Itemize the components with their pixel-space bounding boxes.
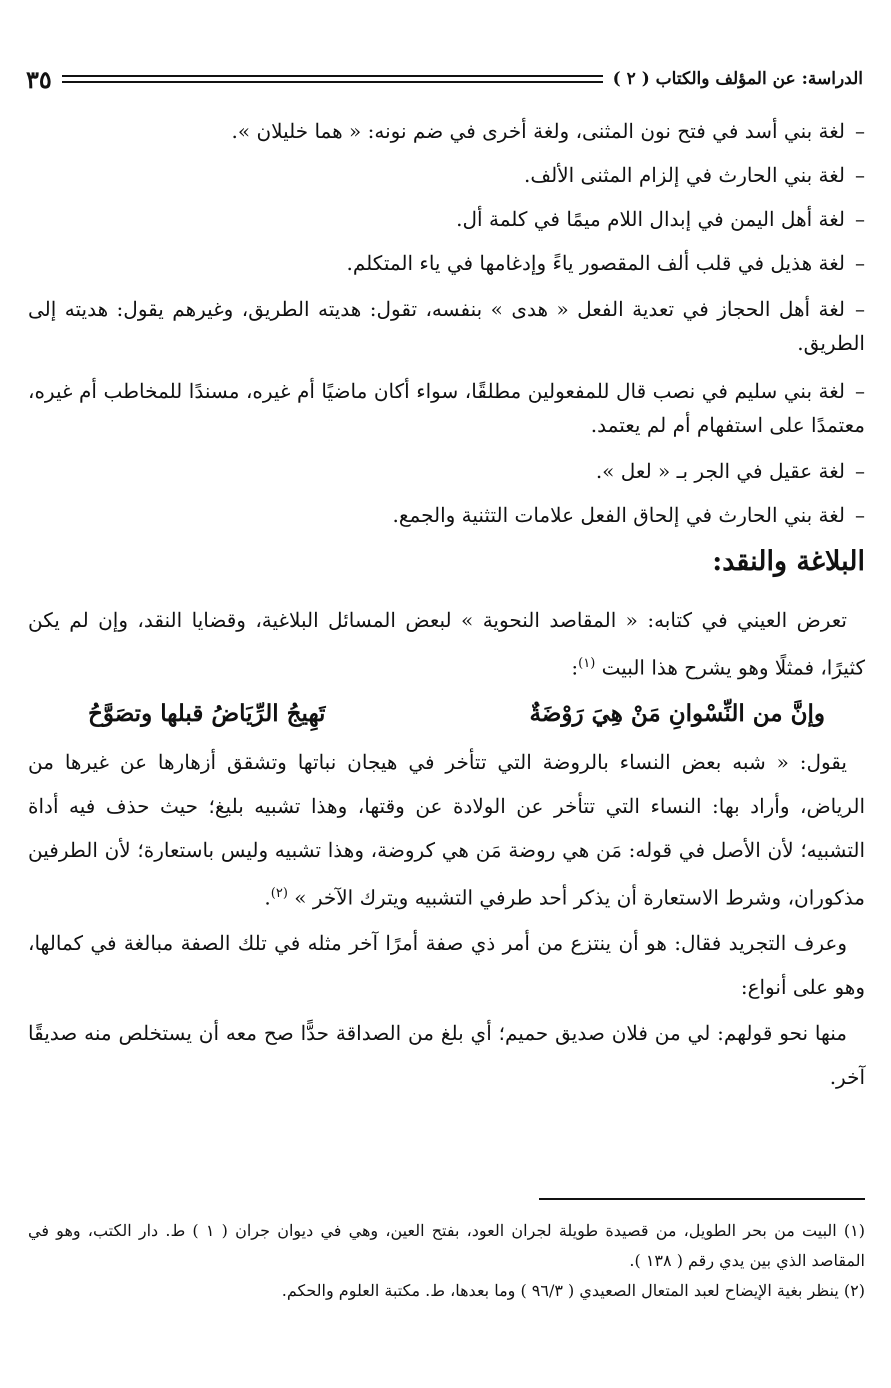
list-item (28, 204, 865, 234)
list-dash: – (855, 207, 865, 231)
explanation-end: . (264, 885, 271, 910)
verse-second-hemistich: تَهِيجُ الرِّيَاضُ قبلها وتصَوَّحُ (88, 699, 326, 727)
list-dash: – (855, 297, 865, 321)
list-item-text: لغة بني الحارث في إلزام المثنى الألف. (524, 163, 845, 187)
list-dash: – (855, 459, 865, 483)
intro-paragraph (28, 598, 865, 690)
list-dash: – (855, 503, 865, 527)
list-item (28, 292, 865, 360)
header-rule (62, 75, 603, 83)
list-item (28, 456, 865, 486)
running-title: الدراسة: عن المؤلف والكتاب ( ٢ ) (612, 69, 863, 89)
intro-end: : (571, 655, 579, 680)
intro-text: تعرض العيني في كتابه: « المقاصد النحوية » لبعض المسائل البلاغية، وقضايا النقد، وإن لم يكن كثيرًا، فمثلًا وهو يشرح هذا البيت (28, 608, 865, 680)
list-dash: – (855, 251, 865, 275)
footnote-1: (١) البيت من بحر الطويل، من قصيدة طويلة لجران العود، بفتح العين، وهي في ديوان جران ( ١ ) ط. دار الكتب، وهو في المقاصد الذي بين يدي رقم ( ١٣٨ ). (28, 1221, 865, 1270)
list-item (28, 116, 865, 146)
list-item-text: لغة بني أسد في فتح نون المثنى، ولغة أخرى في ضم نونه: « هما خليلان ». (231, 119, 845, 143)
list-dash: – (855, 119, 865, 143)
footnote-mark: (٢) (270, 885, 288, 901)
verse-first-hemistich: وإنَّ من النِّسْوانِ مَنْ هِيَ رَوْضَةٌ (529, 699, 825, 727)
section-heading: البلاغة والنقد: (712, 546, 865, 577)
list-dash: – (855, 163, 865, 187)
list-item-text: لغة بني الحارث في إلحاق الفعل علامات التثنية والجمع. (392, 503, 845, 527)
list-item (28, 248, 865, 278)
page-header (26, 62, 863, 96)
list-item-text: لغة أهل اليمن في إبدال اللام ميمًا في كلمة أل. (456, 207, 845, 231)
list-item-text: لغة عقيل في الجر بـ « لعل ». (595, 459, 845, 483)
list-item (28, 374, 865, 442)
footnote-2: (٢) ينظر بغية الإيضاح لعبد المتعال الصعيدي ( ٩٦/٣ ) وما بعدها، ط. مكتبة العلوم والحكم. (281, 1281, 865, 1300)
footnote-mark: (١) (578, 656, 596, 671)
list-item (28, 160, 865, 190)
list-item-text: لغة أهل الحجاز في تعدية الفعل « هدى » بنفسه، تقول: هديته الطريق، وغيرهم يقول: هديته إلى الطريق. (28, 297, 865, 355)
tajrid-paragraph: وعرف التجريد فقال: هو أن ينتزع من أمر ذي صفة أمرًا آخر مثله في تلك الصفة مبالغة في كمالها، وهو على أنواع: (28, 931, 865, 1000)
poetry-verse (88, 694, 825, 734)
list-item-text: لغة بني سليم في نصب قال للمفعولين مطلقًا، سواء أكان ماضيًا أم غيره، مسندًا للمخاطب أم غيره، معتمدًا على استفهام أم لم يعتمد. (28, 379, 865, 437)
footnote-rule (539, 1198, 865, 1200)
list-item-text: لغة هذيل في قلب ألف المقصور ياءً وإدغامها في ياء المتكلم. (346, 251, 845, 275)
page-body (28, 116, 865, 1099)
example-paragraph: منها نحو قولهم: لي من فلان صديق حميم؛ أي بلغ من الصداقة حدًّا صح معه أن يستخلص منه صديقًا آخر. (28, 1021, 865, 1090)
page-number: ٣٥ (26, 64, 52, 94)
explanation-paragraph (28, 740, 865, 920)
footnotes (28, 1198, 865, 1306)
list-dash: – (855, 379, 865, 403)
explanation-text: يقول: « شبه بعض النساء بالروضة التي تتأخر في هيجان نباتها وتشقق أزهارها عن غيرها من الرياض، وأراد بها: النساء التي تتأخر عن الولادة عن وقتها، وهذا تشبيه بليغ؛ حيث حذف فيه أداة التشبيه؛ لأن الأصل في قوله: مَن هي روضة مَن هي كروضة، وهذا تشبيه وليس باستعارة؛ لأن الطرفين مذكوران، وشرط الاستعارة أن يذكر أحد طرفي التشبيه ويترك الآخر » (28, 749, 865, 910)
list-item (28, 500, 865, 530)
